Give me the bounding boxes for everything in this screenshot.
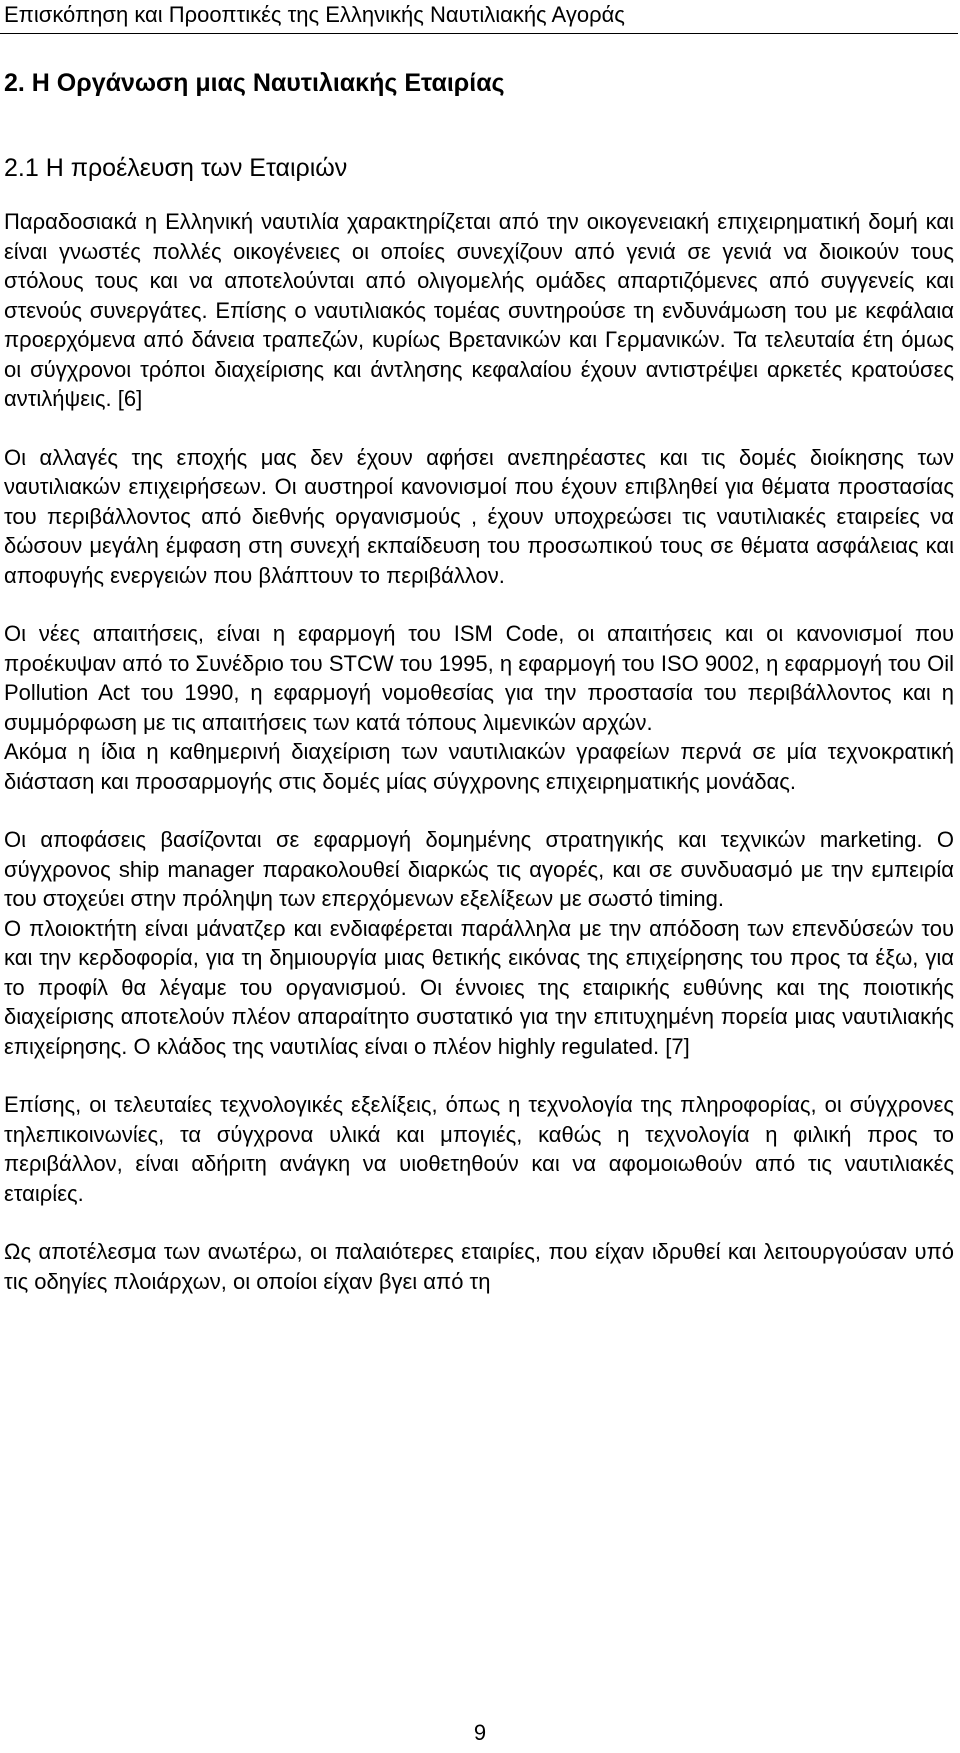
paragraph-technology: Επίσης, οι τελευταίες τεχνολογικές εξελίξεις, όπως η τεχνολογία της πληροφορίας, οι σύγχρονες τηλεπικοινωνίες, τα σύγχρονα υλικά και μπογιές, καθώς η τεχνολογία η φιλική προς το περιβάλλον, είναι αδήριτη ανάγκη να υιοθετηθούν και να αφομοιωθούν από τις ναυτιλιακές εταιρίες. <box>4 1092 954 1206</box>
paragraph-decisions: Οι αποφάσεις βασίζονται σε εφαρμογή δομημένης στρατηγικής και τεχνικών marketing. Ο σύγχρονος ship manager παρακολουθεί διαρκώς τις αγορές, και σε συνδυασμό με την εμπειρία του στοχεύει στην πρόληψη των επερχόμενων εξελίξεων με σωστό timing. <box>4 827 954 911</box>
paragraph-daily-management: Ακόμα η ίδια η καθημερινή διαχείριση των ναυτιλιακών γραφείων περνά σε μία τεχνοκρατική διάσταση και προσαρμογής στις δομές μίας σύγχρονης επιχειρηματικής μονάδας. <box>4 739 954 794</box>
paragraph-result: Ως αποτέλεσμα των ανωτέρω, οι παλαιότερες εταιρίες, που είχαν ιδρυθεί και λειτουργούσαν υπό τις οδηγίες πλοιάρχων, οι οποίοι είχαν βγει από τη <box>4 1239 954 1294</box>
paragraph-new-requirements: Οι νέες απαιτήσεις, είναι η εφαρμογή του ISM Code, οι απαιτήσεις και οι κανονισμοί που προέκυψαν από το Συνέδριο του STCW του 1995, η εφαρμογή του ISO 9002, η εφαρμογή του Oil Pollution Act του 1990, η εφαρμογή νομοθεσίας για την προστασία του περιβάλλοντος και η συμμόρφωση με τις απαιτήσεις των κατά τόπους λιμενικών αρχών. <box>4 621 954 735</box>
section-title: 2.1 Η προέλευση των Εταιριών <box>4 154 348 182</box>
header-rule <box>0 33 958 34</box>
document-body <box>4 66 954 1296</box>
chapter-title: 2. Η Οργάνωση μιας Ναυτιλιακής Εταιρίας <box>4 69 505 97</box>
paragraph-shipowner: Ο πλοιοκτήτη είναι μάνατζερ και ενδιαφέρεται παράλληλα με την απόδοση των επενδύσεών του και την κερδοφορία, για τη δημιουργία μιας θετικής εικόνας της επιχείρησης του προς τα έξω, για το προφίλ θα λέγαμε του οργανισμού. Οι έννοιες της εταιρικής ευθύνης και της ποιοτικής διαχείρισης αποτελούν πλέον απαραίτητο συστατικό για την επιτυχημένη πορεία μιας ναυτιλιακής επιχείρησης. Ο κλάδος της ναυτιλίας είναι ο πλέον highly regulated. [7] <box>4 915 954 1059</box>
paragraph-family-structure: Παραδοσιακά η Ελληνική ναυτιλία χαρακτηρίζεται από την οικογενειακή επιχειρηματική δομή και είναι γνωστές πολλές οικογένειες οι οποίες συνεχίζουν από γενιά σε γενιά να διοικούν τους στόλους τους και να αποτελούνται από ολιγομελής ομάδες απαρτιζόμενες από συγγενείς και στενούς συνεργάτες. Επίσης ο ναυτιλιακός τομέας συντηρούσε τη ενδυνάμωση του με κεφάλαια προερχόμενα από δάνεια τραπεζών, κυρίως Βρετανικών και Γερμανικών. Τα τελευταία έτη όμως οι σύγχρονοι τρόποι διαχείρισης και άντλησης κεφαλαίου έχουν αντιστρέψει αρκετές κρατούσες αντιλήψεις. [6] <box>4 209 954 411</box>
running-header: Επισκόπηση και Προοπτικές της Ελληνικής Ναυτιλιακής Αγοράς <box>4 2 625 27</box>
page-number: 9 <box>473 1720 487 1745</box>
paragraph-changes: Οι αλλαγές της εποχής μας δεν έχουν αφήσει ανεπηρέαστες και τις δομές διοίκησης των ναυτιλιακών επιχειρήσεων. Οι αυστηροί κανονισμοί που έχουν επιβληθεί για θέματα προστασίας του περιβάλλοντος από διεθνής οργανισμούς , έχουν υποχρεώσει τις ναυτιλιακές εταιρείες να δώσουν μεγάλη έμφαση στη συνεχή εκπαίδευση του προσωπικού τους σε θέματα ασφάλειας και αποφυγής ενεργειών που βλάπτουν το περιβάλλον. <box>4 444 954 588</box>
